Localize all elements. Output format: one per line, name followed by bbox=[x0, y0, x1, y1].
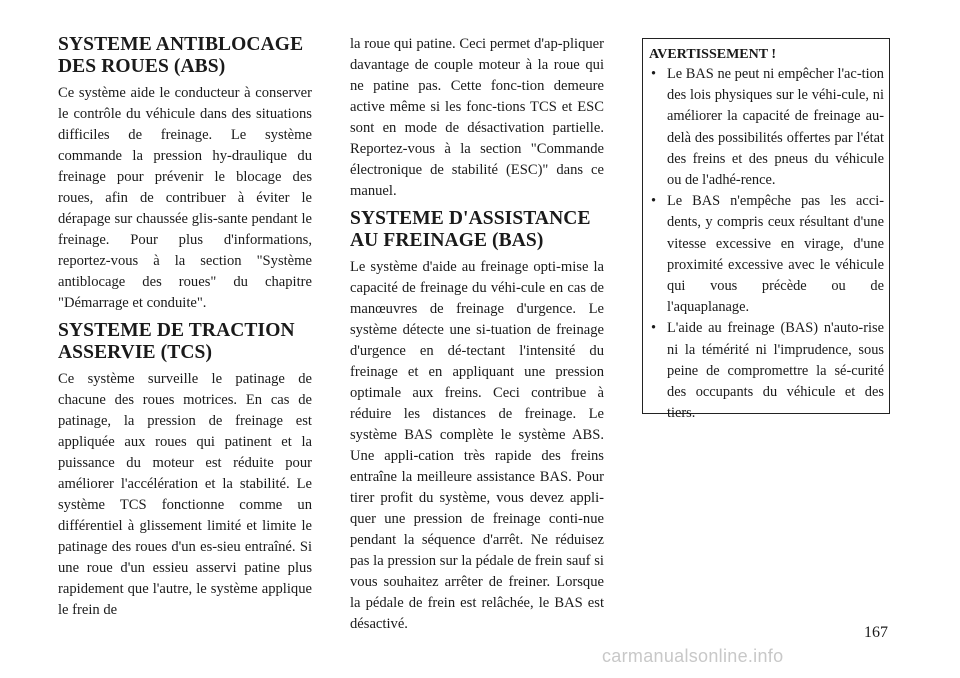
warning-box bbox=[642, 38, 890, 422]
warning-item-text: L'aide au freinage (BAS) n'auto-rise ni la témérité ni l'imprudence, sous peine de compromettre la sé-curité des occupants du véhicule et des tiers. bbox=[667, 320, 884, 422]
abs-paragraph: Ce système aide le conducteur à conserver le contrôle du véhicule dans des situations difficiles de freinage. Le système commande la pression hy-draulique du freinage pour prévenir le blocage des roues, afin de contribuer à éviter le dérapage sur chaussée glis-sante pendant le freinage. Pour plus d'informations, reportez-vous à la section "Système antiblocage des roues" du chapitre "Démarrage et conduite". bbox=[58, 85, 312, 311]
abs-heading-line2: DES ROUES (ABS) bbox=[58, 56, 226, 77]
warning-list bbox=[649, 64, 884, 424]
bas-heading bbox=[350, 208, 604, 252]
tcs-heading bbox=[58, 320, 312, 364]
watermark: carmanualsonline.info bbox=[602, 646, 784, 666]
tcs-paragraph: Ce système surveille le patinage de chacune des roues motrices. En cas de patinage, la pression de freinage est appliquée aux roues qui patinent et la puissance du moteur est réduite pour améliorer l'accélération et la stabilité. Le système TCS fonctionne comme un différentiel à glissement limité et limite le patinage des roues d'un es-sieu entraîné. Si une roue d'un essieu asservi patine plus rapidement que l'autre, le système applique le frein de bbox=[58, 371, 312, 618]
warning-title: AVERTISSEMENT ! bbox=[649, 47, 776, 62]
bullet-icon: • bbox=[651, 66, 657, 82]
bas-paragraph: Le système d'aide au freinage opti-mise la capacité de freinage du véhi-cule en cas de manœuvres de freinage d'urgence. Le système détecte une si-tuation de freinage d'urgence en dé-tectant l'intensité du freinage et en appliquant une pression optimale aux freins. Ceci contribue à réduire les distances de freinage. Le système BAS complète le système ABS. Une appli-cation très rapide des freins entraîne la meilleure assistance BAS. Pour tirer profit du système, vous devez appli-quer une pression de freinage conti-nue pendant la séquence d'arrêt. Ne réduisez pas la pression sur la pédale de frein sauf si vous souhaitez arrêter de freiner. Lorsque la pédale de frein est relâchée, le BAS est désactivé. bbox=[350, 259, 604, 632]
bas-heading-line2: AU FREINAGE (BAS) bbox=[350, 230, 544, 251]
middle-column bbox=[350, 34, 604, 635]
abs-heading bbox=[58, 34, 312, 78]
bullet-icon: • bbox=[651, 193, 657, 210]
tcs-paragraph-continued: la roue qui patine. Ceci permet d'ap-pliquer davantage de couple moteur à la roue qui ne patine pas. Cette fonc-tion demeure active même si les fonc-tions TCS et ESC sont en mode de désactivation partielle. Reportez-vous à la section "Commande électronique de stabilité (ESC)" dans ce manuel. bbox=[350, 36, 604, 199]
warning-item bbox=[649, 191, 884, 318]
page-number: 167 bbox=[864, 624, 888, 641]
tcs-heading-line2: ASSERVIE (TCS) bbox=[58, 342, 213, 363]
tcs-heading-line1: SYSTEME DE TRACTION bbox=[58, 320, 295, 341]
left-column bbox=[58, 34, 312, 621]
warning-item-text: Le BAS n'empêche pas les acci-dents, y compris ceux résultant d'une vitesse excessive en virage, d'une proximité excessive avec le véhicule qui vous précède ou de l'aquaplanage. bbox=[667, 193, 884, 316]
warning-item bbox=[649, 64, 884, 191]
warning-item-text: Le BAS ne peut ni empêcher l'ac-tion des lois physiques sur le véhi-cule, ni améliorer la capacité de freinage au-delà des possibilités offertes par l'état des freins et des pneus du véhicule ou de l'adhé-rence. bbox=[667, 66, 884, 189]
bas-heading-line1: SYSTEME D'ASSISTANCE bbox=[350, 208, 591, 229]
warning-item bbox=[649, 318, 884, 424]
bullet-icon: • bbox=[651, 320, 657, 337]
abs-heading-line1: SYSTEME ANTIBLOCAGE bbox=[58, 34, 304, 55]
